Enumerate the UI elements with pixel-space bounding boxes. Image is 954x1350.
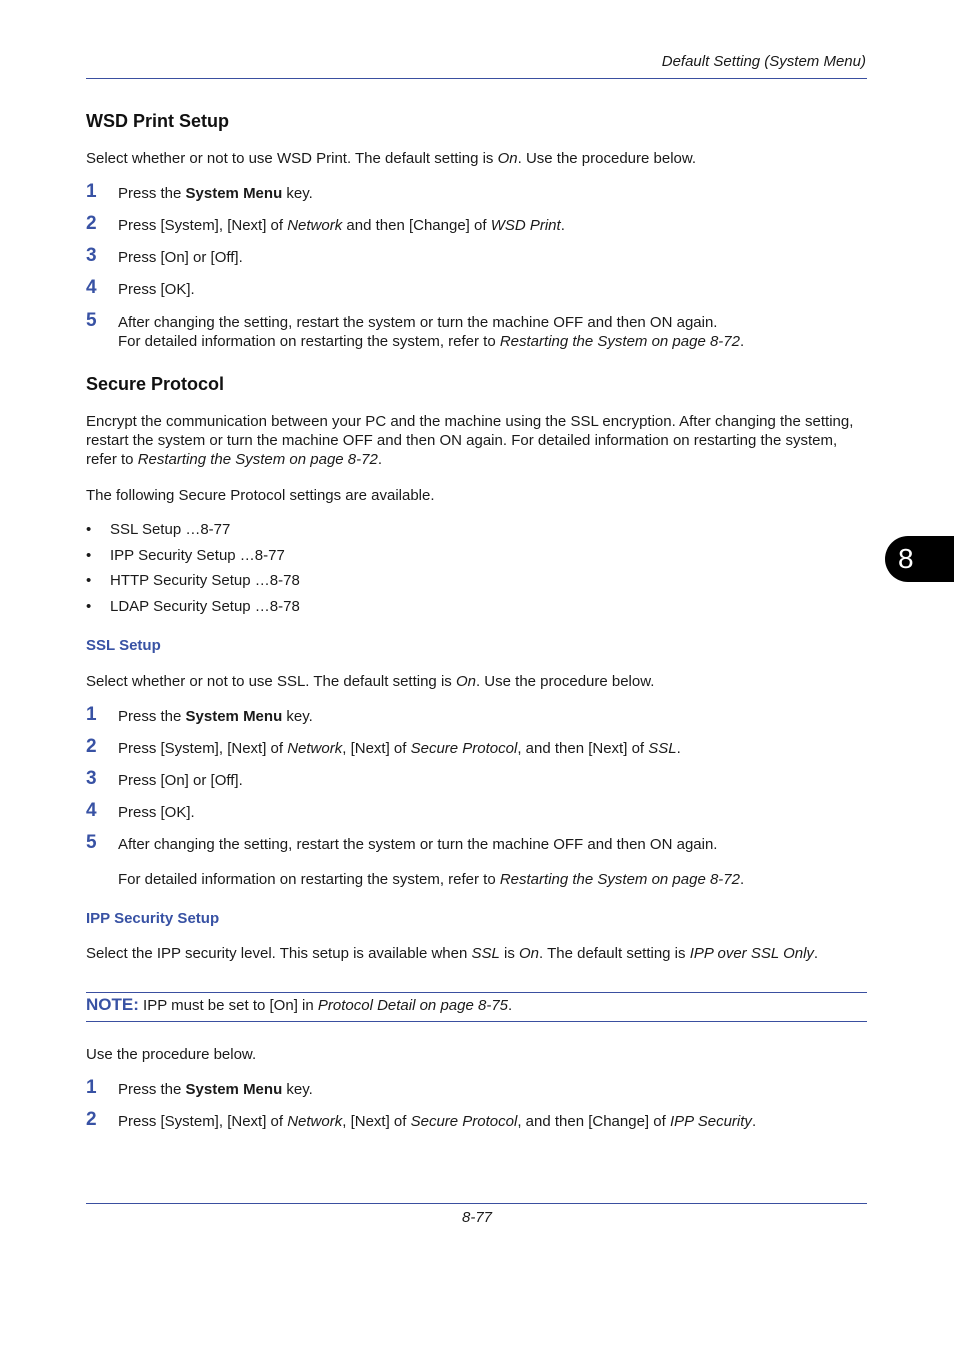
ipp-intro: Select the IPP security level. This setup is available when SSL is On. The default setting is IPP over SSL Only.	[86, 945, 819, 962]
step-number: 2	[86, 213, 97, 234]
wsd-heading: WSD Print Setup	[86, 111, 229, 131]
step-text: Press [On] or [Off].	[118, 772, 243, 789]
note-label: NOTE:	[86, 995, 139, 1014]
ssl-setup-heading: SSL Setup	[86, 637, 161, 654]
step-number: 4	[86, 800, 97, 821]
cross-reference: Restarting the System on page 8-72	[499, 333, 740, 350]
step-text: Press [System], [Next] of Network, [Next] of Secure Protocol, and then [Next] of SSL.	[118, 740, 681, 757]
step-number: 2	[86, 1109, 97, 1130]
step-text: Press the System Menu key.	[118, 185, 313, 202]
step-number: 2	[86, 736, 97, 757]
note-top-rule	[86, 992, 867, 993]
step-number: 3	[86, 768, 97, 789]
ssl-intro: Select whether or not to use SSL. The default setting is On. Use the procedure below.	[86, 673, 655, 690]
chapter-tab: 8	[885, 536, 954, 582]
note-bottom-rule	[86, 1021, 867, 1022]
step-text: Press [OK].	[118, 804, 195, 821]
step-number: 3	[86, 245, 97, 266]
secure-protocol-following: The following Secure Protocol settings are available.	[86, 487, 435, 504]
cross-reference: Restarting the System on page 8-72	[499, 871, 740, 888]
step-text: Press the System Menu key.	[118, 708, 313, 725]
ipp-security-heading: IPP Security Setup	[86, 910, 220, 927]
cross-reference: Protocol Detail on page 8-75	[317, 997, 508, 1014]
note-box: NOTE: IPP must be set to [On] in Protocol Detail on page 8-75.	[86, 995, 513, 1014]
step-number: 1	[86, 181, 97, 202]
step-text: After changing the setting, restart the system or turn the machine OFF and then ON again.	[118, 836, 718, 853]
ipp-use-procedure: Use the procedure below.	[86, 1046, 257, 1063]
header-rule	[86, 78, 867, 79]
secure-protocol-heading: Secure Protocol	[86, 374, 225, 394]
step-text: Press [System], [Next] of Network and then [Change] of WSD Print.	[118, 217, 565, 234]
step-number: 1	[86, 704, 97, 725]
step-text: Press the System Menu key.	[118, 1081, 313, 1098]
step-text: Press [OK].	[118, 281, 195, 298]
step-text: After changing the setting, restart the system or turn the machine OFF and then ON again. For detailed information on restarting the system, refer to Restarting the System on page 8-72.	[118, 314, 745, 350]
step-number: 1	[86, 1077, 97, 1098]
running-header: Default Setting (System Menu)	[661, 53, 866, 70]
wsd-intro: Select whether or not to use WSD Print. The default setting is On. Use the procedure below.	[86, 150, 697, 167]
page-number: 8-77	[461, 1209, 493, 1226]
ssl-detail: For detailed information on restarting the system, refer to Restarting the System on page 8-72.	[118, 871, 745, 888]
cross-reference: Restarting the System on page 8-72	[137, 451, 378, 468]
step-text: Press [On] or [Off].	[118, 249, 243, 266]
step-number: 4	[86, 277, 97, 298]
step-number: 5	[86, 310, 97, 331]
secure-protocol-intro: Encrypt the communication between your PC and the machine using the SSL encryption. After changing the setting, restart the system or turn the machine OFF and then ON again. For detailed information on restarting the system, refer to Restarting the System on page 8-72.	[86, 413, 854, 468]
step-text: Press [System], [Next] of Network, [Next] of Secure Protocol, and then [Change] of IPP Security.	[118, 1113, 757, 1130]
step-number: 5	[86, 832, 97, 853]
footer-rule	[86, 1203, 867, 1204]
